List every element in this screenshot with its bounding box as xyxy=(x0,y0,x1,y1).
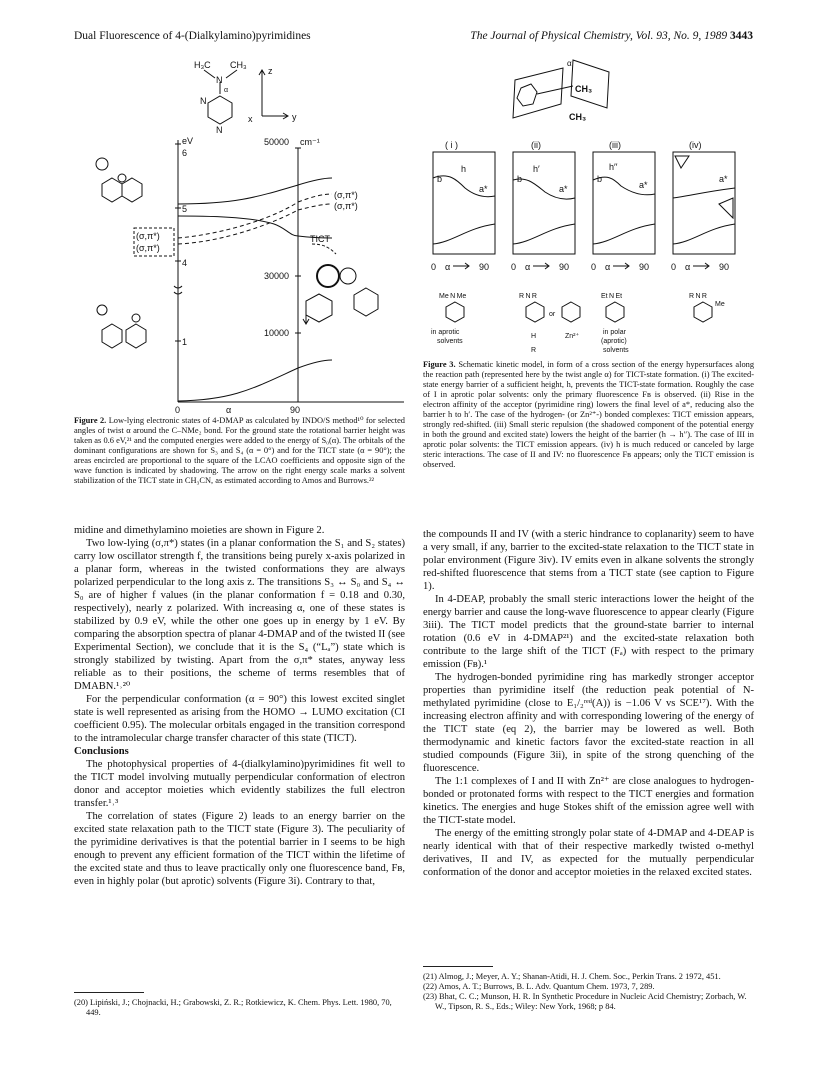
fig3-panel-iv-ninety: 90 xyxy=(719,262,730,272)
fig3-mol2-h: H xyxy=(531,333,537,340)
fig3-mol1-note1: in aprotic xyxy=(431,329,460,336)
fig3-top-ch3b: CH₃ xyxy=(569,112,587,122)
fig3-top-alpha: α xyxy=(567,59,572,68)
fig3-panel-i-label: ( i ) xyxy=(445,140,458,150)
fig2-wn-10000: 10000 xyxy=(264,328,290,338)
journal-citation xyxy=(470,30,753,42)
fig2-label-ring-n1: N xyxy=(200,96,207,106)
journal-name: The Journal of Physical Chemistry, Vol. 93, No. 9, 1989 xyxy=(470,30,728,42)
fig3-mol4-me: Me xyxy=(715,301,725,308)
fig3-panel-i-a: a* xyxy=(479,184,488,194)
left-paragraph-3: For the perpendicular conformation (α = 90°) this lowest excited singlet state is well represented as arising from the HOMO → LUMO excitation (CI coefficient 0.95). The molecular orbitals engaged in the transition correspond to the intramolecular charge transfer character of this state (TICT). xyxy=(74,694,405,744)
fig3-panel-ii-alpha: α xyxy=(525,262,531,272)
right-column-body xyxy=(423,528,754,879)
fig2-ev-4: 4 xyxy=(182,258,188,268)
fig3-panel-ii-h: h′ xyxy=(533,164,540,174)
left-paragraph-1: midine and dimethylamino moieties are shown in Figure 2. xyxy=(74,525,325,536)
right-paragraph-5: The energy of the emitting strongly polar state of 4-DMAP and 4-DEAP is nearly identical with that of their respective markedly twisted o-methyl derivatives, II and IV, as expected for the mutually perpendicular conformation of the donor and acceptor moieties in the relaxed excited states. xyxy=(423,828,754,878)
fig2-label-alpha: α xyxy=(224,87,229,94)
fig2-label-amine-n: N xyxy=(216,75,223,85)
figure-3-graphic xyxy=(423,48,754,378)
fig3-panel-ii-zero: 0 xyxy=(511,262,517,272)
fig3-mol1-sub: Me N Me xyxy=(439,293,467,300)
fig3-panel-iii-a: a* xyxy=(639,180,648,190)
fig3-panel-ii-ninety: 90 xyxy=(559,262,570,272)
fig3-panel-i-zero: 0 xyxy=(431,262,437,272)
section-heading-conclusions: Conclusions xyxy=(74,746,129,757)
fig3-panel-ii-label: (ii) xyxy=(531,140,541,150)
left-paragraph-2: Two low-lying (σ,π*) states (in a planar conformation the S₁ and S₂ states) carry low oscillator strength f, the transitions being purely x-axis polarized in a planar form, whereas in the twisted conformations they are always polarized perpendicular to the long axis z. The transitions S₃ ↔ S₀ and S₄ ↔ S₀ are of higher f values (in the planar conformation f = 0.18 and 0.30, respectively), nearly z polarized. With increasing α, one of these states is stabilized by 0.9 eV, while the other one goes up in energy by 1 eV. By comparing the absorption spectra of planar 4-DMAP and of the twisted II (see Experimental Section), we conclude that it is the S₄ (“Lₐ”) state which is strongly stabilized by twisting. Apart from the σ,π* states, anyway less reliable as to their positions, the scheme of terms resembles that of DMABN.¹˒²⁰ xyxy=(74,538,405,692)
fig2-tict-label: TICT xyxy=(310,234,330,244)
fig3-top-ch3a: CH₃ xyxy=(575,84,593,94)
fig2-ev-1: 1 xyxy=(182,337,188,347)
reference-item: (22) Amos, A. T.; Burrows, B. L. Adv. Quantum Chem. 1973, 7, 289. xyxy=(423,982,655,991)
left-paragraph-5: The correlation of states (Figure 2) leads to an energy barrier on the excited state relaxation path to the TICT state (Figure 3). The peculiarity of the pyrimidine derivatives is that the potential barrier in I seems to be high enough to prevent any efficient formation of the TICT within the lifetime of the excited state and thus to leave practically only one fluorescence band, Fʙ, even in highly polar (but aprotic) solvents (Figure 3i). Contrary to that, xyxy=(74,811,405,887)
fig3-panel-iii-alpha: α xyxy=(605,262,611,272)
fig2-axis-0: 0 xyxy=(175,405,181,414)
fig3-panel-iv-zero: 0 xyxy=(671,262,677,272)
left-paragraph-4: The photophysical properties of 4-(dialkylamino)pyrimidines fit well to the TICT model involving mutually perpendicular conformation of electron donor and acceptor moieties which evidently stabilizes the full electron transfer.¹˒³ xyxy=(74,759,405,809)
fig2-left-state-2: (σ,π*) xyxy=(136,243,160,253)
fig2-wn-30000: 30000 xyxy=(264,271,290,281)
right-references xyxy=(423,972,754,1012)
figure-2-caption-text: Low-lying electronic states of 4-DMAP as calculated by INDO/S method¹⁰ for selected angles of twist α around the C–NMe₂ bond. For the ground state the rotational barrier height was taken as 0.6 eV,²¹ and the computed energies were added to the energy of S₀(α). The orbitals of the dominant configurations are shown for S₃ and S₄ (α = 0°) and for the TICT state (α = 90°); the areas encircled are proportional to the square of the LCAO coefficients and opposite sign of the wave function is indicated by shadowing. The arrow on the right energy scale marks a solvent stabilization of the TICT state in CH₃CN, as estimated according to Amos and Burrows.²² xyxy=(74,416,405,485)
fig2-wn-50000: 50000 xyxy=(264,137,290,147)
fig3-panel-iii-ninety: 90 xyxy=(639,262,650,272)
right-paragraph-3: The hydrogen-bonded pyrimidine ring has markedly stronger acceptor properties than pyrimidine itself (the reduction peak potential of N-methylated pyrimidine (close to E₁/₂ʳᵉᵈ(A)) is −1.06 V vs SCE¹⁷). With the increasing electron affinity and with corresponding lowering of the energy of the TICT state (eq 2), the barrier may be lowered as well. Both thermodynamic and kinetic factors favor the excited-state reaction in all studied compounds (Figure 3ii), in spite of the strong quenching of the fluorescence. xyxy=(423,672,754,774)
fig2-axis-y: y xyxy=(292,112,297,122)
fig3-mol3-note3: solvents xyxy=(603,347,629,354)
fig3-mol2-sub: R N R xyxy=(519,293,537,300)
fig2-label-ch3: CH₃ xyxy=(230,60,247,70)
fig3-panel-iv-alpha: α xyxy=(685,262,691,272)
fig3-panel-ii-a: a* xyxy=(559,184,568,194)
page-number: 3443 xyxy=(730,30,753,42)
fig2-right-state-1: (σ,π*) xyxy=(334,190,358,200)
fig3-mol3-note2: (aprotic) xyxy=(601,338,627,345)
figure-2-caption xyxy=(74,416,405,486)
reference-item: (23) Bhat, C. C.; Munson, H. R. In Synthetic Procedure in Nucleic Acid Chemistry; Zorbach, W. W., Tipson, R. S., Eds.; Wiley: New York, 1968; p 84. xyxy=(423,992,747,1011)
figure-3-caption-text: Schematic kinetic model, in form of a cross section of the energy hypersurfaces along the reaction path (represented here by the twist angle α) for TICT-state formation. (i) The excited-state energy barrier of a sufficient height, h, prevents the TICT-state formation. Roughly the case of I in aprotic polar solvents: only the primary fluorescence Fʙ is observed. (ii) Rise in the electron affinity of the acceptor (pyrimidine ring) lowers the final level of a*, reducing also the barrier h to h′. The case of the hydrogen- (or Zn²⁺-) bonded complexes: TICT emission appears, strongly red-shifted. (iii) Small steric repulsion (the shadowed component of the potential energy in both the ground and excited state) lowers the height of the barrier (h → h′′). The case of III in aprotic polar solvents: the TICT emission appears. (iv) h is much reduced or canceled by large steric interactions. The case of II and IV: no fluorescence Fʙ appears; only the TICT emission is observed. xyxy=(423,360,755,469)
fig2-right-state-2: (σ,π*) xyxy=(334,201,358,211)
fig2-axis-x: x xyxy=(248,114,253,124)
fig3-panel-i-b: b xyxy=(437,174,443,184)
fig3-panel-i-ninety: 90 xyxy=(479,262,490,272)
figure-2-caption-label: Figure 2. xyxy=(74,416,107,425)
fig2-label-ring-n2: N xyxy=(216,125,223,135)
left-column-body xyxy=(74,524,405,888)
right-paragraph-1: the compounds II and IV (with a steric hindrance to coplanarity) seem to have a very small, if any, barrier to the excited-state relaxation to the TICT state in polar environment (Figure 3iv). IV emits even in alkane solvents the strongly red-shifted fluorescence that stems from a TICT state (see caption to Figure 1). xyxy=(423,529,754,592)
figure-3-caption-label: Figure 3. xyxy=(423,360,456,369)
fig3-panel-iii-zero: 0 xyxy=(591,262,597,272)
figure-3-caption xyxy=(423,360,754,470)
fig2-left-state-1: (σ,π*) xyxy=(136,231,160,241)
fig3-mol2-zn: Zn²⁺ xyxy=(565,333,580,340)
fig3-mol3-note1: in polar xyxy=(603,329,626,336)
fig3-mol1-note2: solvents xyxy=(437,338,463,345)
reference-item: (20) Lipiński, J.; Chojnacki, H.; Grabowski, Z. R.; Rotkiewicz, K. Chem. Phys. Lett. 1980, 70, 449. xyxy=(74,998,392,1017)
fig2-label-h3c: H₃C xyxy=(194,60,211,70)
fig3-panel-iii-b: b xyxy=(597,174,603,184)
fig3-mol3-sub: Et N Et xyxy=(601,293,623,300)
fig3-panel-i-alpha: α xyxy=(445,262,451,272)
reference-item: (21) Almog, J.; Meyer, A. Y.; Shanan-Atidi, H. J. Chem. Soc., Perkin Trans. 2 1972, 451. xyxy=(423,972,721,981)
fig3-panel-i-h: h xyxy=(461,164,467,174)
fig2-ev-6: 6 xyxy=(182,148,188,158)
fig2-axis-90: 90 xyxy=(290,405,301,414)
fig2-ev-5: 5 xyxy=(182,204,188,214)
left-references xyxy=(74,998,405,1018)
fig3-panel-iii-h: h′′ xyxy=(609,162,618,172)
running-title: Dual Fluorescence of 4-(Dialkylamino)pyrimidines xyxy=(74,30,311,42)
fig3-mol2-r: R xyxy=(531,347,537,354)
fig2-axis-alpha: α xyxy=(226,405,232,414)
right-paragraph-2: In 4-DEAP, probably the small steric interactions lower the height of the energy barrier and cause the long-wave fluorescence to appear clearly (Figure 3iii). The TICT model predicts that the ground-state barrier to internal rotation (0.6 eV in 4-DMAP²¹) and the excited-state relaxation both contribute to the large shift of the TICT (Fₐ) with respect to the primary emission (Fʙ).¹ xyxy=(423,594,754,670)
figure-2-graphic xyxy=(74,48,405,414)
fig3-mol4-sub: R N R xyxy=(689,293,707,300)
fig2-axis-z: z xyxy=(268,66,273,76)
footnote-rule-right xyxy=(423,966,493,967)
fig2-ev-unit: eV xyxy=(182,136,194,146)
fig3-panel-iii-label: (iii) xyxy=(609,140,621,150)
fig3-panel-iv-a: a* xyxy=(719,174,728,184)
footnote-rule-left xyxy=(74,992,144,993)
right-paragraph-4: The 1:1 complexes of I and II with Zn²⁺ are close analogues to hydrogen-bonded or protonated forms with respect to the TICT energies and formation kinetics. The energies and huge Stokes shift of the emission agree well with the TICT-state model. xyxy=(423,776,754,826)
fig3-panel-iv-label: (iv) xyxy=(689,140,702,150)
fig3-mol2-or: or xyxy=(549,311,556,318)
fig3-panel-ii-b: b xyxy=(517,174,523,184)
fig2-wn-unit: cm⁻¹ xyxy=(300,137,320,147)
